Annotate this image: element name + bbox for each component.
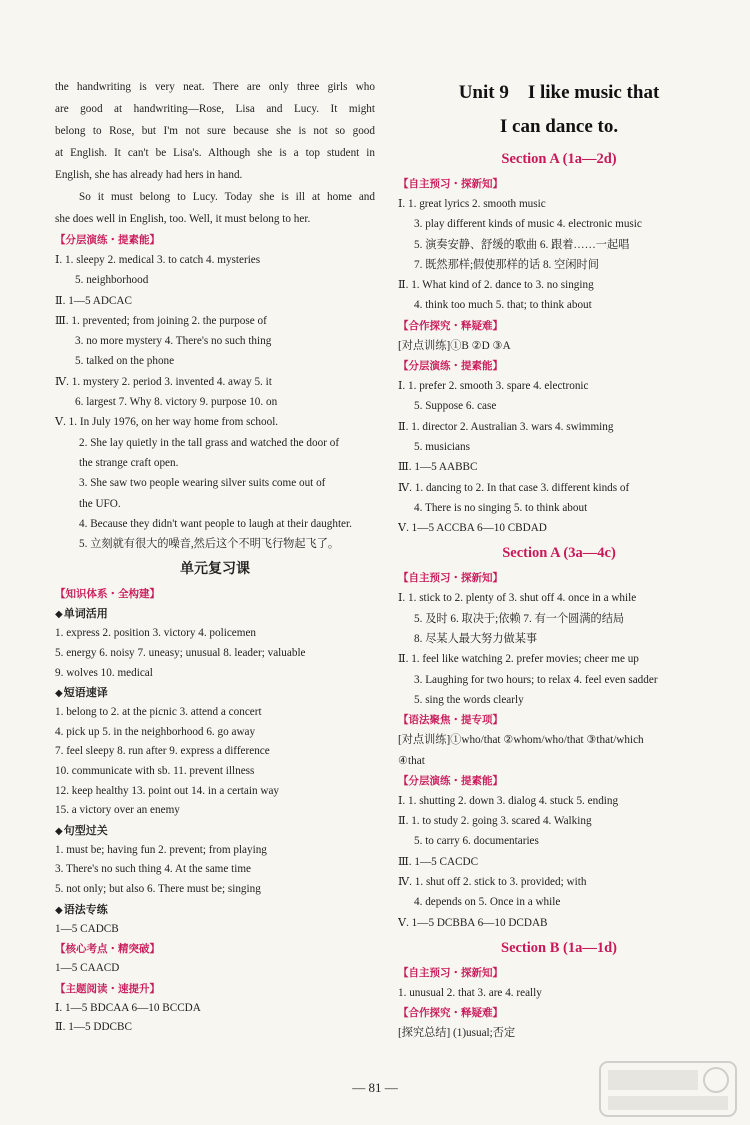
answer-line: 5. musicians (414, 440, 470, 453)
answer-line: 5. 立刻就有很大的噪音,然后这个不明飞行物起飞了。 (79, 538, 340, 551)
answer-line: Ⅲ. 1—5 AABBC (398, 461, 478, 474)
section-heading: Section A (1a—2d) (501, 151, 617, 167)
answer-line: 6. largest 7. Why 8. victory 9. purpose 10. on (75, 396, 278, 409)
answer-line: [对点训练]①who/that ②whom/who/that ③that/which (398, 734, 644, 747)
answer-line: Ⅳ. 1. dancing to 2. In that case 3. different kinds of (398, 481, 630, 494)
answer-line: 1. must be; having fun 2. prevent; from playing (55, 843, 267, 856)
answer-line: Ⅰ. 1. sleepy 2. medical 3. to catch 4. mysteries (55, 254, 261, 266)
answer-line: Ⅰ. 1. stick to 2. plenty of 3. shut off 4. once in a while (398, 592, 637, 605)
section-tag-explore: 【合作探究・释疑难】 (398, 1007, 503, 1020)
section-tag-knowledge: 【知识体系・全构建】 (55, 588, 160, 601)
diamond-icon: ◆ (55, 825, 63, 837)
answer-line: 5. sing the words clearly (414, 693, 524, 706)
passage-line: the handwriting is very neat. There are only three girls who (55, 81, 375, 93)
answer-line: 1—5 CADCB (55, 922, 119, 935)
answer-line: 3. no more mystery 4. There's no such thing (75, 335, 272, 348)
answer-line: 15. a victory over an enemy (55, 804, 180, 817)
answer-line: 4. pick up 5. in the neighborhood 6. go away (55, 725, 256, 738)
passage-line: So it must belong to Lucy. Today she is ill at home and (79, 191, 375, 203)
subheading-grammar: ◆语法专练 (55, 902, 108, 916)
answer-line: Ⅱ. 1—5 ADCAC (55, 294, 132, 307)
answer-line: 7. feel sleepy 8. run after 9. express a difference (55, 745, 270, 758)
section-tag-practice: 【分层演练・提素能】 (398, 360, 503, 373)
right-column (398, 76, 720, 1044)
answer-line: 2. She lay quietly in the tall grass and watched the door of (79, 436, 340, 449)
section-heading: Section B (1a—1d) (501, 939, 617, 956)
passage-paragraph-2 (55, 186, 375, 230)
answer-line: Ⅱ. 1. to study 2. going 3. scared 4. Walking (398, 815, 592, 828)
passage-line: belong to Rose, but I'm not sure because she is not so good (55, 125, 375, 137)
answer-line: Ⅴ. 1—5 DCBBA 6—10 DCDAB (398, 916, 548, 929)
section-heading: Section A (3a—4c) (502, 545, 616, 562)
answer-line: the UFO. (79, 497, 121, 510)
diamond-icon: ◆ (55, 904, 63, 916)
answer-line: Ⅳ. 1. mystery 2. period 3. invented 4. away 5. it (55, 375, 272, 388)
diamond-icon: ◆ (55, 609, 63, 621)
answer-line: 4. think too much 5. that; to think about (414, 299, 592, 312)
section-tag-grammar: 【语法聚焦・提专项】 (398, 714, 503, 727)
answer-line: Ⅱ. 1. director 2. Australian 3. wars 4. swimming (398, 420, 614, 433)
answer-line: 5. Suppose 6. case (414, 400, 497, 413)
answer-line: Ⅱ. 1—5 DDCBC (55, 1021, 132, 1034)
answer-line: Ⅲ. 1. prevented; from joining 2. the purpose of (55, 314, 267, 327)
answer-line: ④that (398, 754, 425, 767)
review-title: 单元复习课 (180, 561, 250, 578)
answer-line: the strange craft open. (79, 456, 179, 469)
subheading-phrases: ◆短语速译 (55, 686, 108, 700)
section-tag-preview: 【自主预习・探新知】 (398, 966, 503, 979)
answer-line: 1. express 2. position 3. victory 4. policemen (55, 627, 257, 640)
section-tag-explore: 【合作探究・释疑难】 (398, 319, 503, 332)
answer-line: 1. unusual 2. that 3. are 4. really (398, 986, 542, 999)
section-tag-practice: 【分层演练・提素能】 (398, 774, 503, 787)
answer-line: 9. wolves 10. medical (55, 666, 153, 679)
passage-line: at English. It can't be Lisa's. Although she is a top student in (55, 147, 375, 159)
passage-paragraph-1 (55, 76, 375, 186)
watermark-logo (598, 1060, 738, 1118)
passage-line: English, she has already had hers in hand. (55, 169, 243, 181)
answer-line: 7. 既然那样;假使那样的话 8. 空闲时间 (414, 258, 599, 271)
answer-line: 3. Laughing for two hours; to relax 4. feel even sadder (414, 673, 658, 686)
subheading-sentences: ◆句型过关 (55, 823, 108, 837)
passage-line: she does well in English, too. Well, it must belong to her. (55, 213, 311, 225)
answer-line: [对点训练]①B ②D ③A (398, 339, 511, 352)
passage-line: are good at handwriting—Rose, Lisa and Lucy. It might (55, 103, 375, 115)
answer-line: 5. not only; but also 6. There must be; singing (55, 882, 261, 895)
answer-line: Ⅰ. 1. prefer 2. smooth 3. spare 4. electronic (398, 380, 589, 393)
page-number: — 81 — (352, 1080, 398, 1095)
left-column (55, 76, 375, 1038)
subheading-words: ◆单词活用 (55, 607, 108, 621)
answer-line: 5. talked on the phone (75, 355, 175, 368)
section-tag-preview: 【自主预习・探新知】 (398, 178, 503, 190)
answer-line: 5. neighborhood (75, 274, 149, 287)
answer-line: 10. communicate with sb. 11. prevent illness (55, 765, 255, 778)
answer-line: 1. belong to 2. at the picnic 3. attend a concert (55, 706, 262, 719)
answer-line: 5. to carry 6. documentaries (414, 835, 539, 848)
answer-line: Ⅱ. 1. What kind of 2. dance to 3. no singing (398, 279, 594, 292)
answer-line: Ⅴ. 1—5 ACCBA 6—10 CBDAD (398, 522, 547, 535)
answer-line: Ⅳ. 1. shut off 2. stick to 3. provided; with (398, 876, 587, 889)
answer-line: 5. energy 6. noisy 7. uneasy; unusual 8. leader; valuable (55, 647, 306, 660)
diamond-icon: ◆ (55, 688, 63, 700)
answer-line: 3. play different kinds of music 4. electronic music (414, 218, 642, 231)
answer-line: Ⅰ. 1. shutting 2. down 3. dialog 4. stuck 5. ending (398, 794, 619, 807)
unit-title-line-2: I can dance to. (499, 116, 619, 137)
answer-line: [探究总结] (1)usual;否定 (398, 1027, 516, 1040)
answer-line: 1—5 CAACD (55, 962, 120, 975)
answer-line: 3. There's no such thing 4. At the same time (55, 863, 252, 876)
answer-line: 3. She saw two people wearing silver suits come out of (79, 477, 326, 490)
answer-line: Ⅴ. 1. In July 1976, on her way home from school. (55, 416, 279, 429)
answer-line: 5. 及时 6. 取决于;依赖 7. 有一个圆满的结局 (414, 612, 625, 625)
answer-line: Ⅲ. 1—5 CACDC (398, 855, 479, 868)
section-tag-reading: 【主题阅读・速提升】 (55, 982, 160, 995)
answer-line: Ⅱ. 1. feel like watching 2. prefer movies; cheer me up (398, 653, 639, 666)
answer-line: Ⅰ. 1. great lyrics 2. smooth music (398, 198, 546, 210)
answer-line: 5. 演奏安静、舒缓的歌曲 6. 跟着……一起唱 (414, 238, 630, 251)
section-tag-practice: 【分层演练・提素能】 (55, 234, 160, 246)
unit-title-line-1: Unit 9 I like music that (458, 82, 660, 103)
answer-line: Ⅰ. 1—5 BDCAA 6—10 BCCDA (55, 1001, 201, 1014)
section-tag-preview: 【自主预习・探新知】 (398, 572, 503, 585)
answer-line: 12. keep healthy 13. point out 14. in a certain way (55, 784, 280, 797)
answer-line: 8. 尽某人最大努力做某事 (414, 633, 538, 646)
answer-line: 4. Because they didn't want people to laugh at their daughter. (79, 517, 352, 530)
answer-line: 4. depends on 5. Once in a while (414, 896, 561, 909)
section-tag-core: 【核心考点・精突破】 (55, 943, 160, 956)
answer-line: 4. There is no singing 5. to think about (414, 501, 588, 514)
